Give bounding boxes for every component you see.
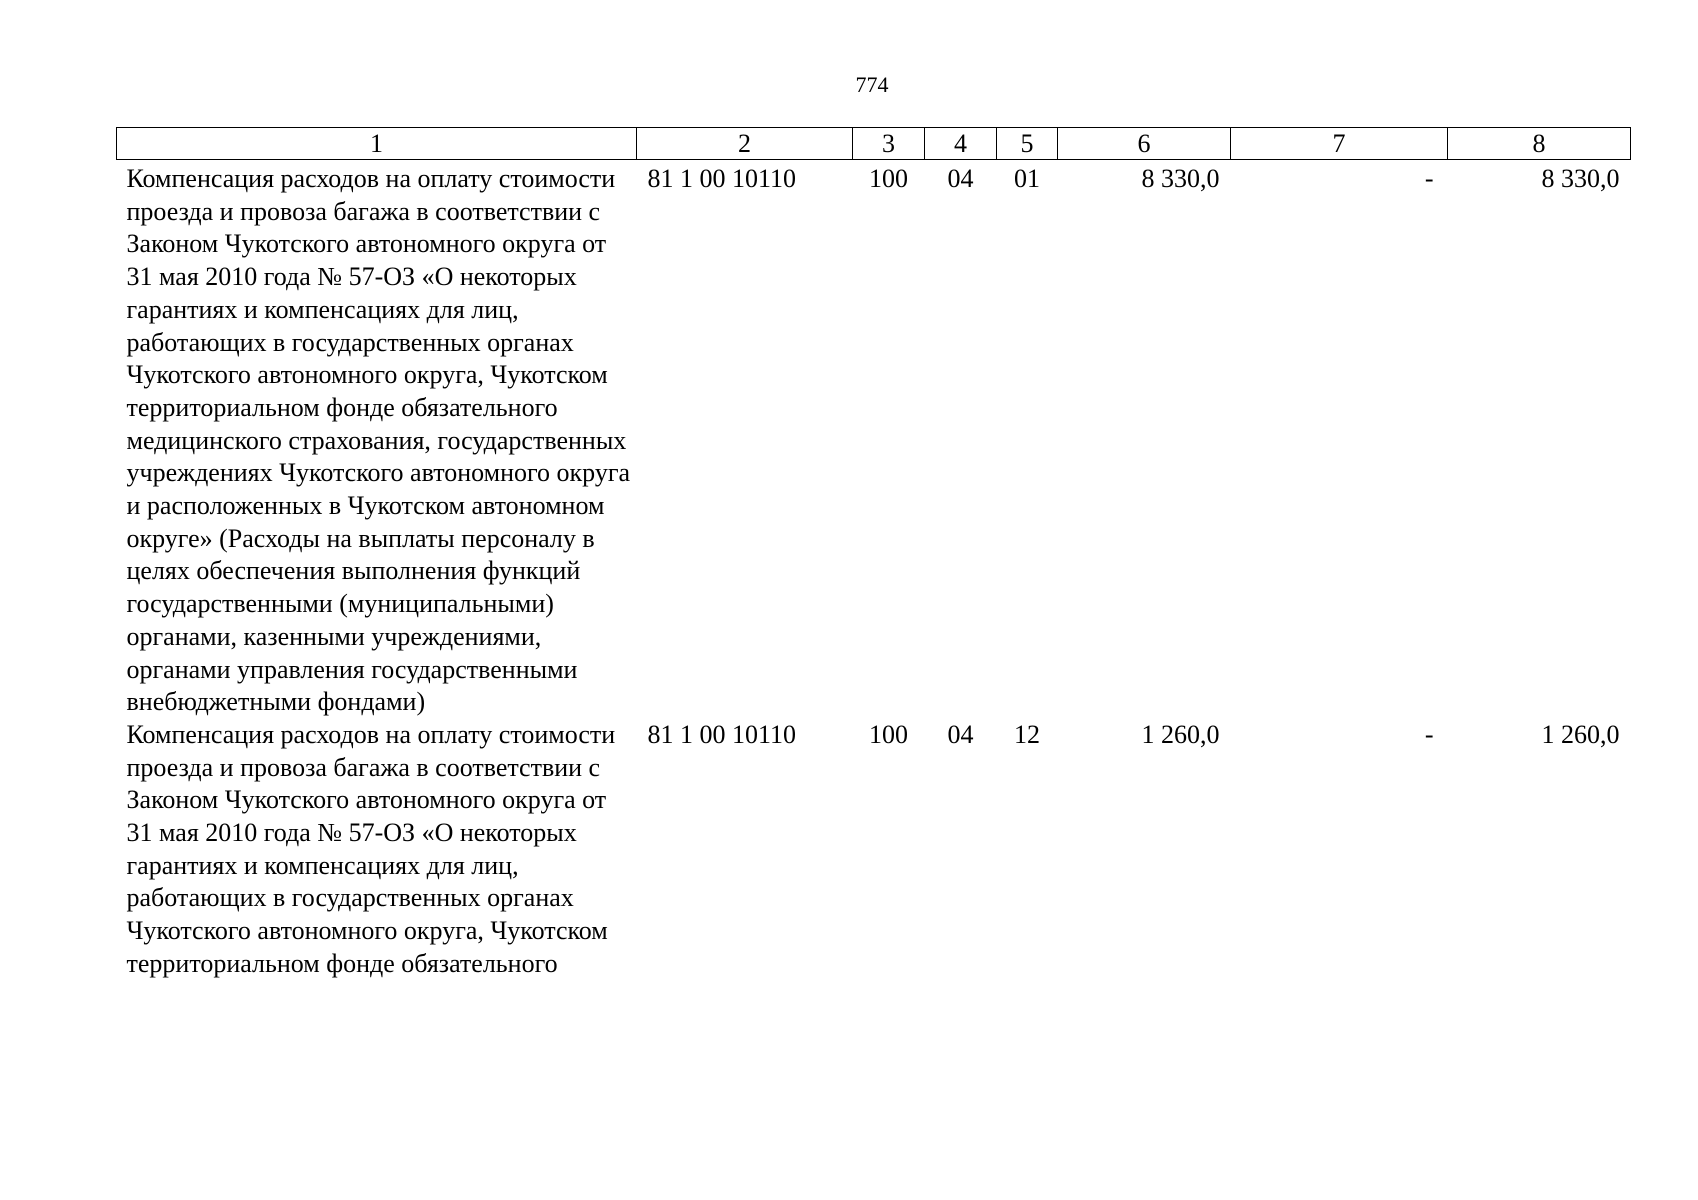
row-amount-8: 8 330,0 <box>1541 164 1620 193</box>
row-subsection: 12 <box>1014 719 1040 749</box>
row-description: Компенсация расходов на оплату стоимости проезда и провоза багажа в соответствии с Законом Чукотского автономного округа от 31 мая 2010 года № 57-ОЗ «О некоторых гарантиях и компенсациях для лиц, работающих в государственных органах Чукотского автономного округа, Чукотском территориальном фонде обязательного медицинского страхования, государственных учреждениях Чукотского автономного округа и расположенных в Чукотском автономном округе» (Расходы на выплаты персоналу в целях обеспечения выполнения функций государственными (муниципальными) органами, казенными учреждениями, органами управления государственными внебюджетными фондами) <box>126 164 631 717</box>
row-amount-7: - <box>1424 164 1434 193</box>
column-header-4: 4 <box>925 128 997 160</box>
budget-table <box>116 127 1631 981</box>
column-header-8: 8 <box>1448 128 1631 160</box>
row-description: Компенсация расходов на оплату стоимости проезда и провоза багажа в соответствии с Законом Чукотского автономного округа от 31 мая 2010 года № 57-ОЗ «О некоторых гарантиях и компенсациях для лиц, работающих в государственных органах Чукотского автономного округа, Чукотском территориальном фонде обязательного <box>126 719 616 978</box>
table-row <box>117 719 1631 981</box>
row-amount-6: 1 260,0 <box>1141 719 1220 749</box>
column-header-5: 5 <box>997 128 1058 160</box>
row-amount-6: 8 330,0 <box>1141 164 1220 193</box>
table-row <box>117 160 1631 719</box>
row-amount-7: - <box>1424 719 1434 749</box>
column-header-7: 7 <box>1231 128 1448 160</box>
row-amount-8: 1 260,0 <box>1541 719 1620 749</box>
row-expense-type: 100 <box>869 164 908 193</box>
row-target-code: 81 1 00 10110 <box>647 719 797 749</box>
column-header-3: 3 <box>853 128 925 160</box>
row-target-code: 81 1 00 10110 <box>647 164 797 193</box>
page-number: 774 <box>855 72 889 97</box>
row-subsection: 01 <box>1014 164 1040 193</box>
column-header-6: 6 <box>1058 128 1231 160</box>
row-section: 04 <box>947 719 974 749</box>
table-header-row <box>117 128 1631 160</box>
column-header-2: 2 <box>637 128 853 160</box>
row-section: 04 <box>947 164 974 193</box>
row-expense-type: 100 <box>869 719 908 749</box>
column-header-1: 1 <box>117 128 637 160</box>
